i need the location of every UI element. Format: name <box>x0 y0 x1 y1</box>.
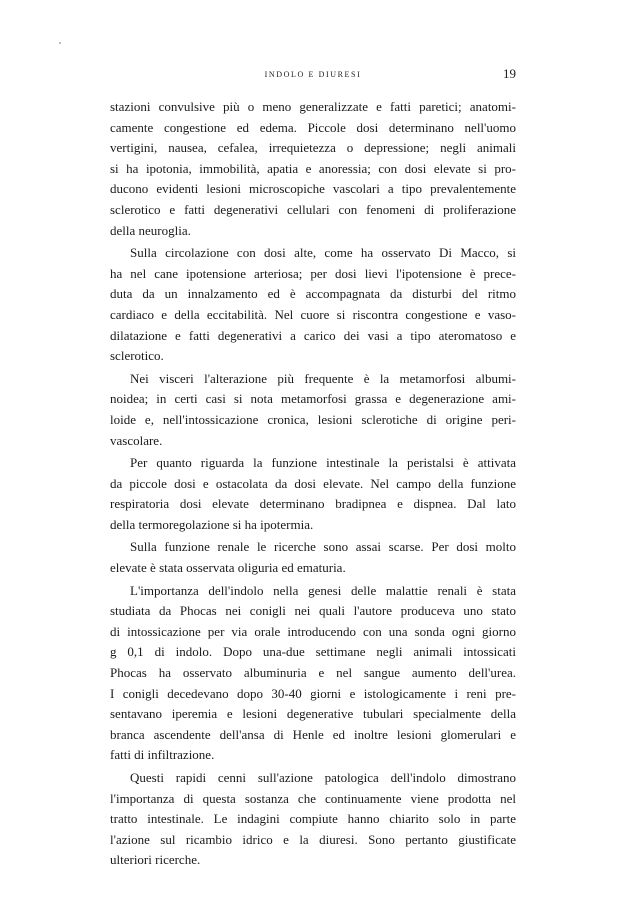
text-line: duta da un innalzamento ed è accompagnata da disturbi del ritmo <box>110 286 516 302</box>
text-line: ulteriori ricerche. <box>110 852 201 868</box>
text-line: Sulla circolazione con dosi alte, come ha osservato Di Macco, si <box>130 245 516 261</box>
paragraph <box>110 453 516 535</box>
text-line: Nei visceri l'alterazione più frequente è la metamorfosi albumi- <box>130 370 516 386</box>
text-line: studiata da Phocas nei conigli nei quali l'autore produceva uno stato <box>110 603 516 619</box>
text-line: da piccole dosi e ostacolata da dosi elevate. Nel campo della funzione <box>110 475 516 491</box>
text-line: branca ascendente dell'ansa di Henle ed inoltre lesioni glomerulari e <box>110 726 516 742</box>
text-line: Per quanto riguarda la funzione intestinale la peristalsi è attivata <box>130 455 516 471</box>
page-header <box>110 68 516 86</box>
running-head: INDOLO E DIURESI <box>264 70 362 79</box>
text-line: noidea; in certi casi si nota metamorfosi grassa e degenerazione ami- <box>110 391 516 407</box>
text-line: l'azione sul ricambio idrico e la diuresi. Sono pertanto giustificate <box>110 831 516 847</box>
text-line: elevate è stata osservata oliguria ed ematuria. <box>110 560 346 576</box>
text-line: tratto intestinale. Le indagini compiute hanno chiarito solo in parte <box>110 811 516 827</box>
text-line: Phocas ha osservato albuminuria e nel sangue aumento dell'urea. <box>110 665 516 681</box>
text-line: cardiaco e della eccitabilità. Nel cuore si riscontra congestione e vaso- <box>110 306 516 322</box>
text-line: g 0,1 di indolo. Dopo una-due settimane negli animali intossicati <box>110 644 516 660</box>
text-line: si ha ipotonia, immobilità, apatia e anoressia; con dosi elevate si pro- <box>110 160 516 176</box>
paragraph <box>110 537 516 578</box>
text-line: della termoregolazione si ha ipotermia. <box>110 516 314 532</box>
text-line: della neuroglia. <box>110 222 191 238</box>
text-line: sentavano iperemia e lesioni degenerative tubulari specialmente della <box>110 706 516 722</box>
text-line: I conigli decedevano dopo 30-40 giorni e istologicamente i reni pre- <box>110 685 516 701</box>
text-line: vascolare. <box>110 432 163 448</box>
text-line: camente congestione ed edema. Piccole dosi determinano nell'uomo <box>110 119 516 135</box>
text-line: respiratoria dosi elevate determinano bradipnea e dispnea. Dal lato <box>110 496 516 512</box>
text-line: ha nel cane ipotensione arteriosa; per dosi lievi l'ipotensione è prece- <box>110 265 516 281</box>
text-line: ducono evidenti lesioni microscopiche vascolari a tipo prevalentemente <box>110 181 516 197</box>
text-line: di intossicazione per via orale introducendo con una sonda ogni giorno <box>110 623 516 639</box>
text-line: sclerotico. <box>110 348 164 364</box>
text-line: loide e, nell'intossicazione cronica, lesioni sclerotiche di origine peri- <box>110 411 516 427</box>
paragraph <box>110 369 516 451</box>
text-line: l'importanza di questa sostanza che continuamente viene prodotta nel <box>110 790 516 806</box>
text-line: vertigini, nausea, cefalea, irrequietezza o depressione; negli animali <box>110 140 516 156</box>
text-line: dilatazione e fatti degenerativi a carico dei vasi a tipo ateromatoso e <box>110 327 516 343</box>
text-line: L'importanza dell'indolo nella genesi delle malattie renali è stata <box>130 582 516 598</box>
text-line: sclerotico e fatti degenerativi cellulari con fenomeni di proliferazione <box>110 201 516 217</box>
paragraph <box>110 768 516 871</box>
paragraph <box>110 97 516 241</box>
scan-speck <box>59 42 61 44</box>
text-line: stazioni convulsive più o meno generalizzate e fatti paretici; anatomi- <box>110 99 516 114</box>
text-line: fatti di infiltrazione. <box>110 747 215 763</box>
body-text <box>110 97 516 873</box>
paragraph <box>110 243 516 367</box>
paragraph <box>110 581 516 766</box>
text-line: Sulla funzione renale le ricerche sono assai scarse. Per dosi molto <box>130 539 516 555</box>
text-line: Questi rapidi cenni sull'azione patologica dell'indolo dimostrano <box>130 770 516 785</box>
page-number: 19 <box>503 66 516 81</box>
